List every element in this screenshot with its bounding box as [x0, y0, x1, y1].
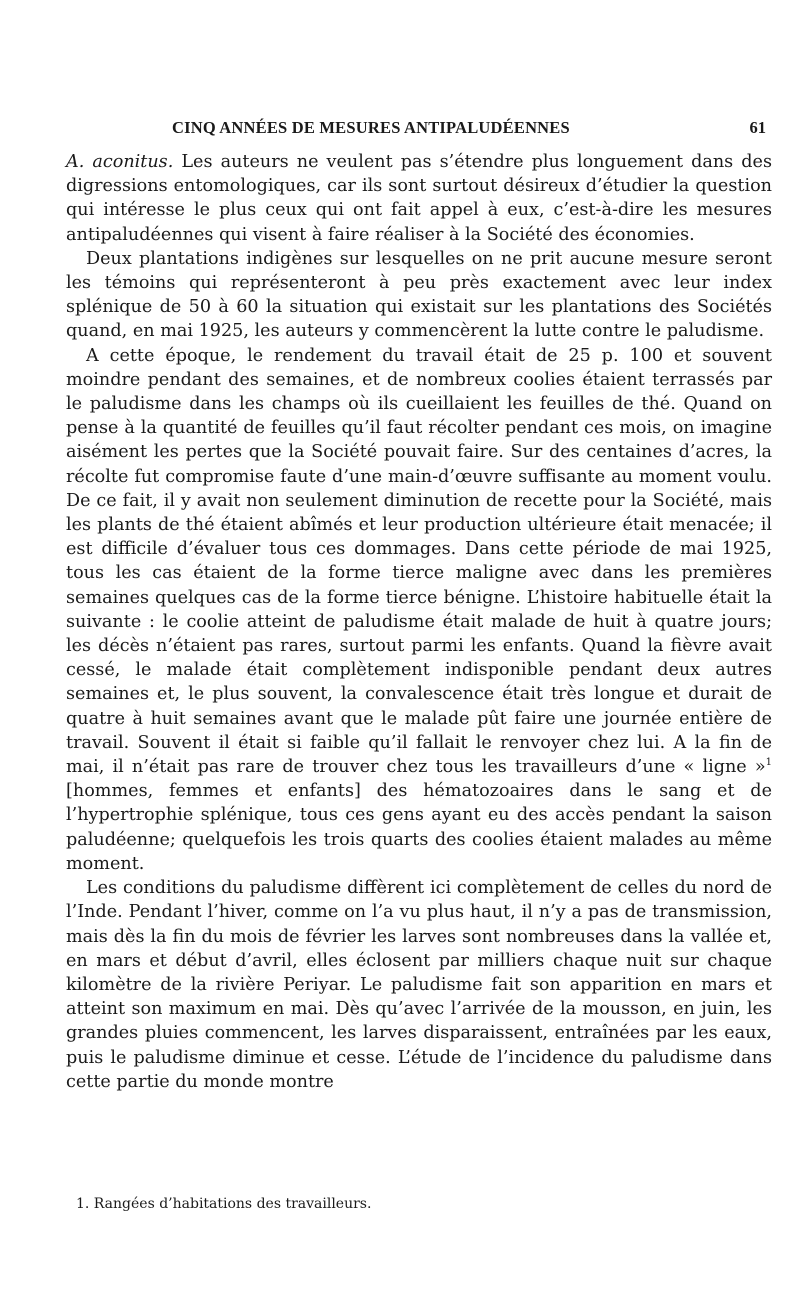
body-text — [66, 150, 772, 1094]
running-header — [66, 112, 772, 142]
paragraph-1 — [66, 150, 772, 247]
footnote-marker: 1 — [765, 757, 772, 769]
footnote: 1. Rangées d’habitations des travailleurs. — [76, 1196, 372, 1212]
paragraph-3-text-a: A cette époque, le rendement du travail était de 25 p. 100 et souvent moindre pendant des semaines, et de nombreux coolies étaient terrassés par le paludisme dans les champs où ils cueillaient les feuilles de thé. Quand on pense à la quantité de feuilles qu’il faut récolter pendant ces mois, on imagine aisément les pertes que la Société pouvait faire. Sur des centaines d’acres, la récolte fut compromise faute d’une main-d’œuvre suffisante au moment voulu. De ce fait, il y avait non seulement diminution de recette pour la Société, mais les plants de thé étaient abîmés et leur production ultérieure était menacée; il est difficile d’évaluer tous ces dommages. Dans cette période de mai 1925, tous les cas étaient de la forme tierce maligne avec dans les premières semaines quelques cas de la forme tierce bénigne. L’histoire habituelle était la suivante : le coolie atteint de paludisme était malade de huit à quatre jours; les décès n’étaient pas rares, surtout parmi les enfants. Quand la fièvre avait cessé, le malade était complètement indisponible pendant deux autres semaines et, le plus souvent, la convalescence était très longue et durait de quatre à huit semaines avant que le malade pût faire une journée entière de travail. Souvent il était si faible qu’il fallait le renvoyer chez lui. A la fin de mai, il n’était pas rare de trouver chez tous les travailleurs d’une « ligne » — [66, 345, 772, 778]
running-title: CINQ ANNÉES DE MESURES ANTIPALUDÉENNES — [172, 118, 570, 137]
paragraph-3-text-b: [hommes, femmes et enfants] des hématozoaires dans le sang et de l’hypertrophie splénique, tous ces gens ayant eu des accès pendant la saison paludéenne; quelquefois les trois quarts des coolies étaient malades au même moment. — [66, 781, 772, 874]
paragraph-4: Les conditions du paludisme diffèrent ici complètement de celles du nord de l’Inde. Pendant l’hiver, comme on l’a vu plus haut, il n’y a pas de transmission, mais dès la fin du mois de février les larves sont nombreuses dans la vallée et, en mars et début d’avril, elles éclosent par milliers chaque nuit sur chaque kilomètre de la rivière Periyar. Le paludisme fait son apparition en mars et atteint son maximum en mai. Dès qu’avec l’arrivée de la mousson, en juin, les grandes pluies commencent, les larves disparaissent, entraînées par les eaux, puis le paludisme diminue et cesse. L’étude de l’incidence du paludisme dans cette partie du monde montre — [66, 878, 772, 1092]
paragraph-3 — [66, 344, 772, 876]
paragraph-1-text: Les auteurs ne veulent pas s’étendre plus longuement dans des digressions entomologiques, car ils sont surtout désireux d’étudier la question qui intéresse le plus ceux qui ont fait appel à eux, c’est-à-dire les mesures antipaludéennes qui visent à faire réaliser à la Société des économies. — [66, 152, 772, 245]
species-name: A. aconitus. — [66, 152, 174, 172]
paragraph-2: Deux plantations indigènes sur lesquelles on ne prit aucune mesure seront les témoins qui représenteront à peu près exactement avec leur index splénique de 50 à 60 la situation qui existait sur les plantations des Sociétés quand, en mai 1925, les auteurs y commencèrent la lutte contre le paludisme. — [66, 248, 772, 342]
book-page — [66, 112, 772, 1094]
page-number: 61 — [749, 118, 766, 137]
